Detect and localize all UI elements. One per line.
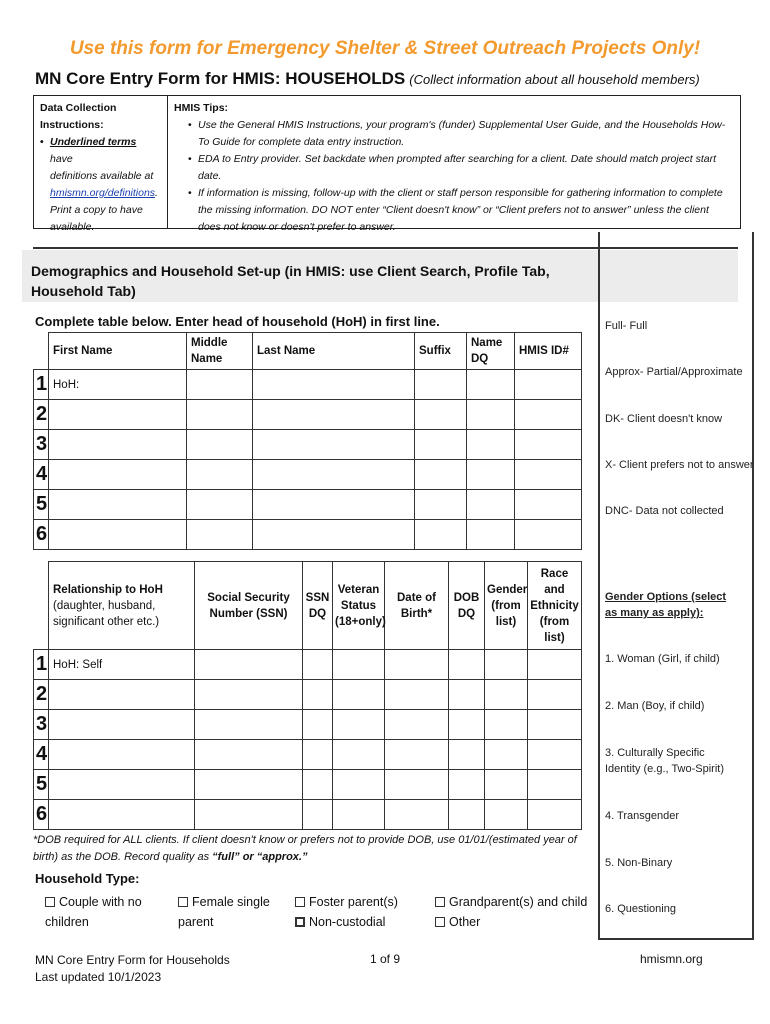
- row-number: 6: [34, 520, 49, 550]
- checkbox-icon[interactable]: [295, 897, 305, 907]
- household-option-foster[interactable]: [295, 892, 398, 912]
- gender-option: 2. Man (Boy, if child): [605, 700, 705, 712]
- instructions-have: have: [50, 153, 73, 165]
- household-option-couple[interactable]: [45, 892, 155, 932]
- first-name-cell[interactable]: HoH:: [49, 370, 187, 400]
- option-label: Grandparent(s) and child: [449, 895, 588, 909]
- checkbox-icon[interactable]: [435, 897, 445, 907]
- first-name-cell[interactable]: [49, 520, 187, 550]
- option-label: Female single parent: [178, 895, 270, 929]
- col-race-ethnicity: Race and Ethnicity (from list): [528, 562, 582, 650]
- row-number: 3: [34, 710, 49, 740]
- table-row: [34, 370, 582, 400]
- ssn-dq-cell[interactable]: [303, 800, 333, 830]
- middle-name-cell[interactable]: [187, 370, 253, 400]
- gender-option: 1. Woman (Girl, if child): [605, 653, 720, 665]
- hmis-id-cell[interactable]: [515, 430, 582, 460]
- dob-cell[interactable]: [385, 650, 449, 680]
- race-cell[interactable]: [528, 740, 582, 770]
- hmis-id-cell[interactable]: [515, 490, 582, 520]
- suffix-cell[interactable]: [415, 370, 467, 400]
- dq-option: DNC- Data not collected: [605, 505, 724, 517]
- table-row: [34, 520, 582, 550]
- name-dq-cell[interactable]: [467, 490, 515, 520]
- household-type-heading: Household Type:: [35, 871, 140, 886]
- col-relationship-title: Relationship to HoH: [53, 583, 163, 596]
- checkbox-icon[interactable]: [435, 917, 445, 927]
- table-row: [34, 400, 582, 430]
- household-option-grandparent[interactable]: [435, 892, 587, 912]
- dq-option: Full- Full: [605, 320, 648, 332]
- footer-updated: Last updated 10/1/2023: [35, 970, 162, 984]
- definitions-link[interactable]: hmismn.org/definitions: [50, 187, 156, 199]
- col-middle-name: Middle Name: [187, 333, 253, 370]
- ssn-dq-cell[interactable]: [303, 740, 333, 770]
- gender-cell[interactable]: [485, 680, 528, 710]
- gender-option: 4. Transgender: [605, 810, 679, 822]
- col-last-name: Last Name: [253, 333, 415, 370]
- footer-website[interactable]: hmismn.org: [640, 952, 703, 966]
- last-name-cell[interactable]: [253, 520, 415, 550]
- first-name-cell[interactable]: [49, 490, 187, 520]
- ssn-dq-cell[interactable]: [303, 710, 333, 740]
- row-number: 4: [34, 740, 49, 770]
- first-name-cell[interactable]: [49, 400, 187, 430]
- gender-cell[interactable]: [485, 710, 528, 740]
- table-row: [34, 680, 582, 710]
- table-row: [34, 490, 582, 520]
- col-hmis-id: HMIS ID#: [515, 333, 582, 370]
- middle-name-cell[interactable]: [187, 460, 253, 490]
- ssn-dq-cell[interactable]: [303, 680, 333, 710]
- instructions-line-4: Print a copy to have: [50, 204, 143, 216]
- race-cell[interactable]: [528, 650, 582, 680]
- checkbox-icon[interactable]: [295, 917, 305, 927]
- last-name-cell[interactable]: [253, 490, 415, 520]
- dob-cell[interactable]: [385, 800, 449, 830]
- dob-dq-cell[interactable]: [449, 740, 485, 770]
- suffix-cell[interactable]: [415, 400, 467, 430]
- relationship-cell[interactable]: [49, 740, 195, 770]
- table-row: [34, 710, 582, 740]
- page-number: 1 of 9: [370, 952, 401, 966]
- last-name-cell[interactable]: [253, 400, 415, 430]
- ssn-cell[interactable]: [195, 740, 303, 770]
- instructions-heading-2: Instructions:: [40, 119, 104, 131]
- race-cell[interactable]: [528, 770, 582, 800]
- demographics-heading: Demographics and Household Set-up (in HMIS: use Client Search, Profile Tab, Household Tab): [31, 263, 550, 299]
- dob-dq-cell[interactable]: [449, 710, 485, 740]
- ssn-cell[interactable]: [195, 650, 303, 680]
- instructions-bullet: [40, 134, 161, 236]
- name-dq-cell[interactable]: [467, 430, 515, 460]
- dob-dq-cell[interactable]: [449, 650, 485, 680]
- veteran-cell[interactable]: [333, 710, 385, 740]
- col-gender: Gender (from list): [485, 562, 528, 650]
- hmis-id-cell[interactable]: [515, 520, 582, 550]
- veteran-cell[interactable]: [333, 740, 385, 770]
- row-number: 1: [34, 370, 49, 400]
- option-label: Foster parent(s): [309, 895, 398, 909]
- veteran-cell[interactable]: [333, 680, 385, 710]
- suffix-cell[interactable]: [415, 490, 467, 520]
- gender-cell[interactable]: [485, 740, 528, 770]
- col-suffix: Suffix: [415, 333, 467, 370]
- row-number: 2: [34, 400, 49, 430]
- dob-cell[interactable]: [385, 770, 449, 800]
- household-option-other[interactable]: [435, 912, 480, 932]
- middle-name-cell[interactable]: [187, 520, 253, 550]
- form-title-text: MN Core Entry Form for HMIS: HOUSEHOLDS: [35, 69, 406, 88]
- table-row: [34, 460, 582, 490]
- row-number: 4: [34, 460, 49, 490]
- footnote-quality: “full” or “approx.”: [212, 851, 308, 863]
- hmis-tip: • Use the General HMIS Instructions, your program's (funder) Supplemental User Guide, and the Households How-To Guide for complete data entry instruction.: [174, 117, 734, 151]
- relationship-cell[interactable]: HoH: Self: [49, 650, 195, 680]
- form-title: [35, 69, 700, 89]
- col-date-of-birth: Date of Birth*: [385, 562, 449, 650]
- suffix-cell[interactable]: [415, 520, 467, 550]
- ssn-cell[interactable]: [195, 800, 303, 830]
- col-ssn-dq: SSN DQ: [303, 562, 333, 650]
- name-dq-cell[interactable]: [467, 520, 515, 550]
- table-row: [34, 800, 582, 830]
- suffix-cell[interactable]: [415, 430, 467, 460]
- demographics-table: [33, 561, 582, 830]
- col-ssn: Social Security Number (SSN): [195, 562, 303, 650]
- dq-option: Approx- Partial/Approximate: [605, 366, 743, 378]
- suffix-cell[interactable]: [415, 460, 467, 490]
- household-option-non-custodial[interactable]: [295, 912, 385, 932]
- middle-name-cell[interactable]: [187, 490, 253, 520]
- row-number: 5: [34, 490, 49, 520]
- hmis-tip: • EDA to Entry provider. Set backdate when prompted after searching for a client. Date should match project start date.: [174, 151, 734, 185]
- col-dob-dq: DOB DQ: [449, 562, 485, 650]
- instructions-heading-1: Data Collection: [40, 102, 117, 114]
- ssn-dq-cell[interactable]: [303, 770, 333, 800]
- middle-name-cell[interactable]: [187, 400, 253, 430]
- table-header-row: [34, 333, 582, 370]
- name-dq-cell[interactable]: [467, 460, 515, 490]
- checkbox-icon[interactable]: [178, 897, 188, 907]
- hmis-tips: [168, 96, 740, 233]
- ssn-cell[interactable]: [195, 680, 303, 710]
- gender-option: 3. Culturally Specific Identity (e.g., Two-Spirit): [605, 747, 725, 775]
- hmis-id-cell[interactable]: [515, 370, 582, 400]
- dob-dq-cell[interactable]: [449, 800, 485, 830]
- dob-cell[interactable]: [385, 680, 449, 710]
- checkbox-icon[interactable]: [45, 897, 55, 907]
- col-relationship-sub: (daughter, husband, significant other etc.): [53, 599, 160, 628]
- race-cell[interactable]: [528, 680, 582, 710]
- gender-option: 5. Non-Binary: [605, 857, 673, 869]
- ssn-cell[interactable]: [195, 710, 303, 740]
- instructions-line-5: available.: [50, 221, 95, 233]
- last-name-cell[interactable]: [253, 430, 415, 460]
- hmis-id-cell[interactable]: [515, 460, 582, 490]
- table-row: [34, 650, 582, 680]
- option-label: Non-custodial: [309, 915, 386, 929]
- link-tail: .: [155, 187, 158, 199]
- middle-name-cell[interactable]: [187, 430, 253, 460]
- option-label: Couple with no children: [45, 895, 142, 929]
- footer-left: [35, 952, 230, 986]
- ssn-dq-cell[interactable]: [303, 650, 333, 680]
- name-dq-cell[interactable]: [467, 370, 515, 400]
- table1-instruction: Complete table below. Enter head of household (HoH) in first line.: [35, 314, 440, 329]
- gender-option: 6. Questioning: [605, 903, 676, 915]
- veteran-cell[interactable]: [333, 770, 385, 800]
- last-name-cell[interactable]: [253, 460, 415, 490]
- veteran-cell[interactable]: [333, 650, 385, 680]
- row-number: 6: [34, 800, 49, 830]
- form-title-sub: (Collect information about all household members): [409, 72, 700, 87]
- veteran-cell[interactable]: [333, 800, 385, 830]
- underlined-terms: Underlined terms: [50, 136, 137, 148]
- name-dq-cell[interactable]: [467, 400, 515, 430]
- race-cell[interactable]: [528, 800, 582, 830]
- demographics-divider: [33, 247, 598, 249]
- col-veteran-status: Veteran Status (18+only): [333, 562, 385, 650]
- relationship-cell[interactable]: [49, 680, 195, 710]
- relationship-cell[interactable]: [49, 800, 195, 830]
- relationship-cell[interactable]: [49, 710, 195, 740]
- dob-dq-cell[interactable]: [449, 680, 485, 710]
- table-row: [34, 740, 582, 770]
- col-first-name: First Name: [49, 333, 187, 370]
- data-collection-instructions: [34, 96, 168, 233]
- instructions-line-2: definitions available at: [50, 170, 154, 182]
- banner: Use this form for Emergency Shelter & Street Outreach Projects Only!: [69, 38, 701, 59]
- names-table: [33, 332, 582, 550]
- row-number: 5: [34, 770, 49, 800]
- dob-cell[interactable]: [385, 710, 449, 740]
- first-name-cell[interactable]: [49, 460, 187, 490]
- row-number: 2: [34, 680, 49, 710]
- dq-option: X- Client prefers not to answer: [605, 459, 754, 471]
- instructions-box: [33, 95, 741, 233]
- hmis-tip: • If information is missing, follow-up with the client or staff person responsible for gathering information to complete the missing information. DO NOT enter “Client doesn't know” or “Client prefers not to answer” unless the client does not know or doesn't prefer to answer.: [174, 185, 734, 236]
- hmis-id-cell[interactable]: [515, 400, 582, 430]
- dq-option: DK- Client doesn't know: [605, 413, 723, 425]
- race-cell[interactable]: [528, 710, 582, 740]
- gender-options-heading: Gender Options (select as many as apply):: [605, 591, 727, 619]
- col-relationship: [49, 562, 195, 650]
- table-header-row: [34, 562, 582, 650]
- gender-cell[interactable]: [485, 770, 528, 800]
- col-name-dq: Name DQ: [467, 333, 515, 370]
- option-label: Other: [449, 915, 481, 929]
- reference-sidebar: [598, 232, 754, 940]
- last-name-cell[interactable]: [253, 370, 415, 400]
- row-number: 3: [34, 430, 49, 460]
- footer-form-name: MN Core Entry Form for Households: [35, 953, 230, 967]
- footnote-text: *DOB required for ALL clients. If client doesn't know or prefers not to provide DOB, use 01/01/(estimated year of birth) as the DOB. Record quality as: [33, 834, 577, 863]
- gender-cell[interactable]: [485, 650, 528, 680]
- gender-cell[interactable]: [485, 800, 528, 830]
- dob-dq-cell[interactable]: [449, 770, 485, 800]
- ssn-cell[interactable]: [195, 770, 303, 800]
- dob-cell[interactable]: [385, 740, 449, 770]
- row-number: 1: [34, 650, 49, 680]
- first-name-cell[interactable]: [49, 430, 187, 460]
- household-option-female-single[interactable]: [178, 892, 278, 932]
- dob-footnote: [33, 832, 581, 866]
- relationship-cell[interactable]: [49, 770, 195, 800]
- table-row: [34, 430, 582, 460]
- table-row: [34, 770, 582, 800]
- hmis-tips-heading: HMIS Tips:: [174, 102, 229, 114]
